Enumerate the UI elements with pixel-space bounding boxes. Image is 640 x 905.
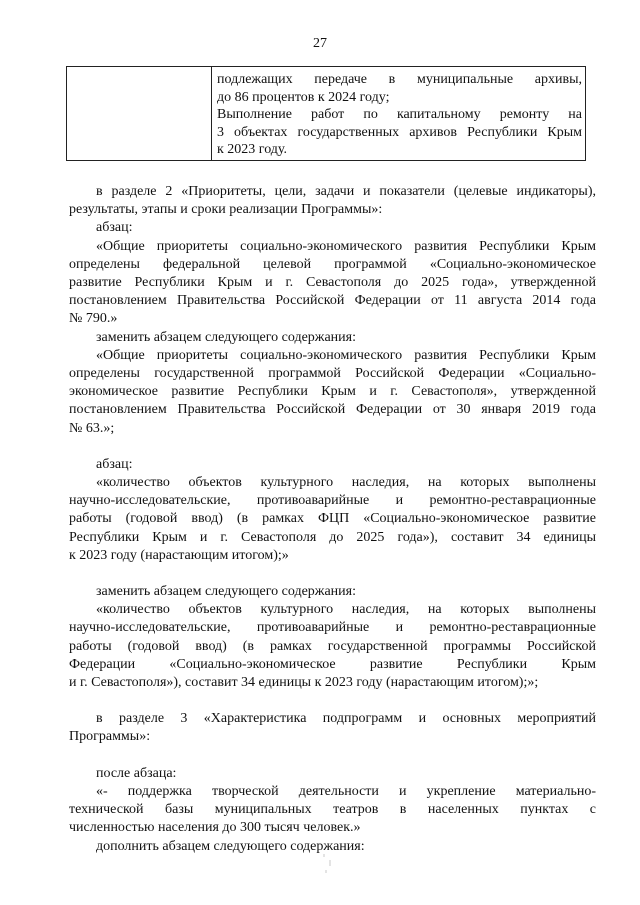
text-line: абзац: (96, 220, 133, 236)
text-line: научно-исследовательские, противоаварийные и ремонтно-реставрационные (69, 493, 596, 509)
text-line: развитие Республики Крым и г. Севастополя до 2025 года», утвержденной (69, 275, 596, 291)
text-line: работы (годовой ввод) (в рамках ФЦП «Социально-экономическое развитие (69, 511, 596, 527)
continuation-table (66, 66, 586, 161)
paragraph-section-3-intro (69, 710, 596, 746)
text-line: численностью населения до 300 тысяч человек.» (69, 820, 361, 836)
text-line: «количество объектов культурного наследия, на которых выполнены (96, 602, 596, 618)
text-line: заменить абзацем следующего содержания: (96, 329, 356, 345)
paragraph-abzac-label (69, 456, 596, 474)
text-line: «- поддержка творческой деятельности и укрепление материально- (96, 783, 596, 799)
text-line: «количество объектов культурного наследия, на которых выполнены (96, 475, 596, 491)
document-body (69, 183, 596, 856)
text-line: в разделе 3 «Характеристика подпрограмм и основных мероприятий (96, 711, 596, 727)
paragraph-new-heritage (69, 601, 596, 692)
paragraph-replace-label (69, 583, 596, 601)
paragraph-old-priorities (69, 238, 596, 329)
text-line: результаты, этапы и сроки реализации Программы»: (69, 202, 383, 218)
table-text-line: к 2023 году. (217, 142, 288, 157)
table-text-line: 3 объектах государственных архивов Республики Крым (217, 124, 582, 140)
table-text-line: до 86 процентов к 2024 году; (217, 89, 390, 105)
paragraph-section-2-intro (69, 183, 596, 219)
scan-artifact (318, 850, 338, 880)
text-line: Республики Крым и г. Севастополя до 2025 года»), составит 34 единицы (69, 529, 596, 545)
text-line: экономическое развитие Республики Крым и г. Севастополя», утвержденной (69, 384, 596, 400)
text-line: Программы»: (69, 729, 151, 745)
text-line: в разделе 2 «Приоритеты, цели, задачи и показатели (целевые индикаторы), (96, 184, 596, 199)
text-line: «Общие приоритеты социально-экономического развития Республики Крым (96, 238, 596, 254)
text-line: абзац: (96, 456, 133, 472)
paragraph-abzac-label (69, 219, 596, 237)
text-line: постановлением Правительства Российской Федерации от 11 августа 2014 года (69, 293, 596, 309)
page-number: 27 (313, 36, 327, 51)
table-cell-empty (67, 67, 212, 161)
paragraph-old-heritage (69, 474, 596, 565)
text-line: к 2023 году (нарастающим итогом);» (69, 547, 289, 563)
paragraph-new-priorities (69, 347, 596, 438)
paragraph-theatres (69, 783, 596, 838)
table-cell-text (212, 67, 586, 161)
text-line: № 63.»; (69, 420, 115, 436)
spacer (69, 438, 596, 456)
text-line: определены государственной программой Российской Федерации «Социально- (69, 366, 596, 382)
table-text-line: подлежащих передаче в муниципальные архивы, (217, 72, 582, 87)
text-line: постановлением Правительства Российской Федерации от 30 января 2019 года (69, 402, 596, 418)
text-line: дополнить абзацем следующего содержания: (96, 838, 365, 854)
text-line: Федерации «Социально-экономическое развитие Республики Крым (69, 656, 596, 672)
text-line: определены федеральной целевой программой «Социально-экономическое (69, 256, 596, 272)
text-line: после абзаца: (96, 765, 177, 781)
text-line: работы (годовой ввод) (в рамках государственной программы Российской (69, 638, 596, 654)
text-line: технической базы муниципальных театров в населенных пунктах с (69, 802, 596, 818)
spacer (69, 565, 596, 583)
spacer (69, 747, 596, 765)
text-line: заменить абзацем следующего содержания: (96, 584, 356, 600)
table-text-line: Выполнение работ по капитальному ремонту на (217, 107, 582, 122)
table-row (67, 67, 586, 161)
text-line: № 790.» (69, 311, 118, 327)
text-line: научно-исследовательские, противоаварийные и ремонтно-реставрационные (69, 620, 596, 636)
text-line: «Общие приоритеты социально-экономического развития Республики Крым (96, 347, 596, 363)
spacer (69, 692, 596, 710)
paragraph-replace-label (69, 329, 596, 347)
text-line: и г. Севастополя»), составит 34 единицы к 2023 году (нарастающим итогом);»; (69, 675, 539, 691)
paragraph-after-label (69, 765, 596, 783)
